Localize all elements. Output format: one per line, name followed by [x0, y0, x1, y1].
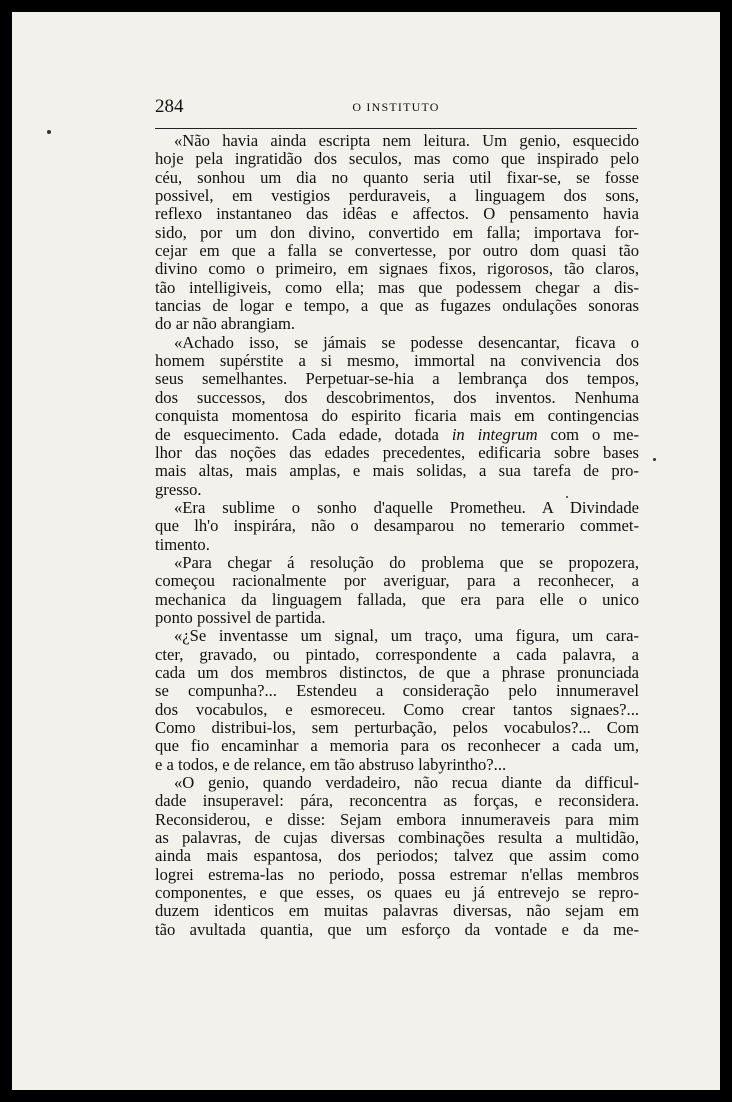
book-page: [12, 12, 720, 1090]
text-line: seus semelhantes. Perpetuar-se-hia a lembrança dos tempos,: [155, 369, 639, 389]
text-line: mechanica da linguagem fallada, que era para elle o unico: [155, 589, 639, 609]
paper-speck: [566, 496, 568, 498]
paper-speck: [653, 458, 656, 461]
text-line: do ar não abrangiam.: [155, 314, 296, 334]
text-line: ponto possivel de partida.: [155, 607, 326, 627]
text-line: tão avultada quantia, que um esforço da vontade e da me-: [155, 919, 639, 939]
text-line: possivel, em vestigios perduraveis, a linguagem dos sons,: [155, 186, 639, 206]
text-line: duzem identicos em muitas palavras diversas, não sejam em: [155, 901, 639, 921]
text-line: se compunha?... Estendeu a consideração pelo innumeravel: [155, 681, 639, 701]
text-line: céu, sonhou um dia no quanto seria util fixar-se, se fosse: [155, 167, 639, 187]
text-line: que fio encaminhar a memoria para os reconhecer a cada um,: [155, 736, 639, 756]
text-line: e a todos, e de relance, em tão abstruso labyrintho?...: [155, 754, 507, 774]
text-line: timento.: [155, 534, 210, 554]
text-line: mais altas, mais amplas, e mais solidas, a sua tarefa de pro-: [155, 461, 639, 481]
text-line: cada um dos membros distinctos, de que a phrase pronunciada: [155, 662, 639, 682]
text-line: «Era sublime o sonho d'aquelle Prometheu. A Divindade: [174, 497, 639, 517]
text-line: divino como o primeiro, em signaes fixos, rigorosos, tão claros,: [155, 259, 639, 279]
running-title: O INSTITUTO: [352, 100, 440, 114]
text-line: componentes, e que esses, os quaes eu já entrevejo se repro-: [155, 883, 639, 903]
text-line: reflexo instantaneo das idêas e affectos. O pensamento havia: [155, 204, 639, 224]
text-line: «Para chegar á resolução do problema que se propozera,: [174, 552, 639, 572]
italic-phrase: in integrum: [451, 424, 538, 444]
text-line: começou racionalmente por averiguar, para a reconhecer, a: [155, 571, 639, 591]
header-rule: [155, 128, 637, 129]
page-number: 284: [155, 96, 184, 117]
text-line: «Achado isso, se jámais se podesse desencantar, ficava o: [174, 332, 639, 352]
text-line: sido, por um don divino, convertido em falla; importava for-: [155, 222, 639, 242]
text-line: dos successos, dos descobrimentos, dos inventos. Nenhuma: [155, 387, 639, 407]
text-line: de esquecimento. Cada edade, dotada in integrum com o me-: [155, 424, 639, 444]
text-line: gresso.: [155, 479, 202, 499]
text-line: hoje pela ingratidão dos seculos, mas como que inspirado pelo: [155, 149, 639, 169]
text-line: cter, gravado, ou pintado, correspondente a cada palavra, a: [155, 644, 639, 664]
text-line: lhor das noções das edades precedentes, edificaria sobre bases: [155, 442, 639, 462]
text-line: dade insuperavel: pára, reconcentra as forças, e reconsidera.: [155, 791, 639, 811]
text-line: «Não havia ainda escripta nem leitura. Um genio, esquecido: [174, 131, 639, 150]
text-line: tancias de logar e tempo, a que as fugazes ondulações sonoras: [155, 296, 639, 316]
text-line: Como distribui-los, sem perturbação, pelos vocabulos?... Com: [155, 718, 639, 737]
text-line: homem supérstite a si mesmo, immortal na convivencia dos: [155, 351, 639, 371]
text-line: «O genio, quando verdadeiro, não recua diante da difficul-: [174, 773, 639, 793]
text-line: logrei estrema-las no periodo, possa estremar n'ellas membros: [155, 864, 639, 884]
text-line: «¿Se inventasse um signal, um traço, uma figura, um cara-: [174, 626, 639, 646]
paper-speck: [47, 130, 51, 134]
text-line: ainda mais espantosa, dos periodos; talvez que assim como: [155, 846, 639, 866]
text-line: as palavras, de cujas diversas combinações resulta a multidão,: [155, 828, 639, 848]
text-line: tão intelligiveis, como ella; mas que podessem chegar a dis-: [155, 277, 639, 297]
text-line: que lh'o inspirára, não o desamparou no temerario commet-: [155, 516, 639, 536]
body-text: [155, 132, 639, 939]
text-line: cejar em que a falla se convertesse, por outro dom quasi tão: [155, 241, 639, 261]
page-header: [155, 96, 637, 126]
text-line: Reconsiderou, e disse: Sejam embora innumeraveis para mim: [155, 809, 639, 829]
text-line: dos vocabulos, e esmoreceu. Como crear tantos signaes?...: [155, 699, 639, 719]
text-line: conquista momentosa do espirito ficaria mais em contingencias: [155, 406, 639, 426]
